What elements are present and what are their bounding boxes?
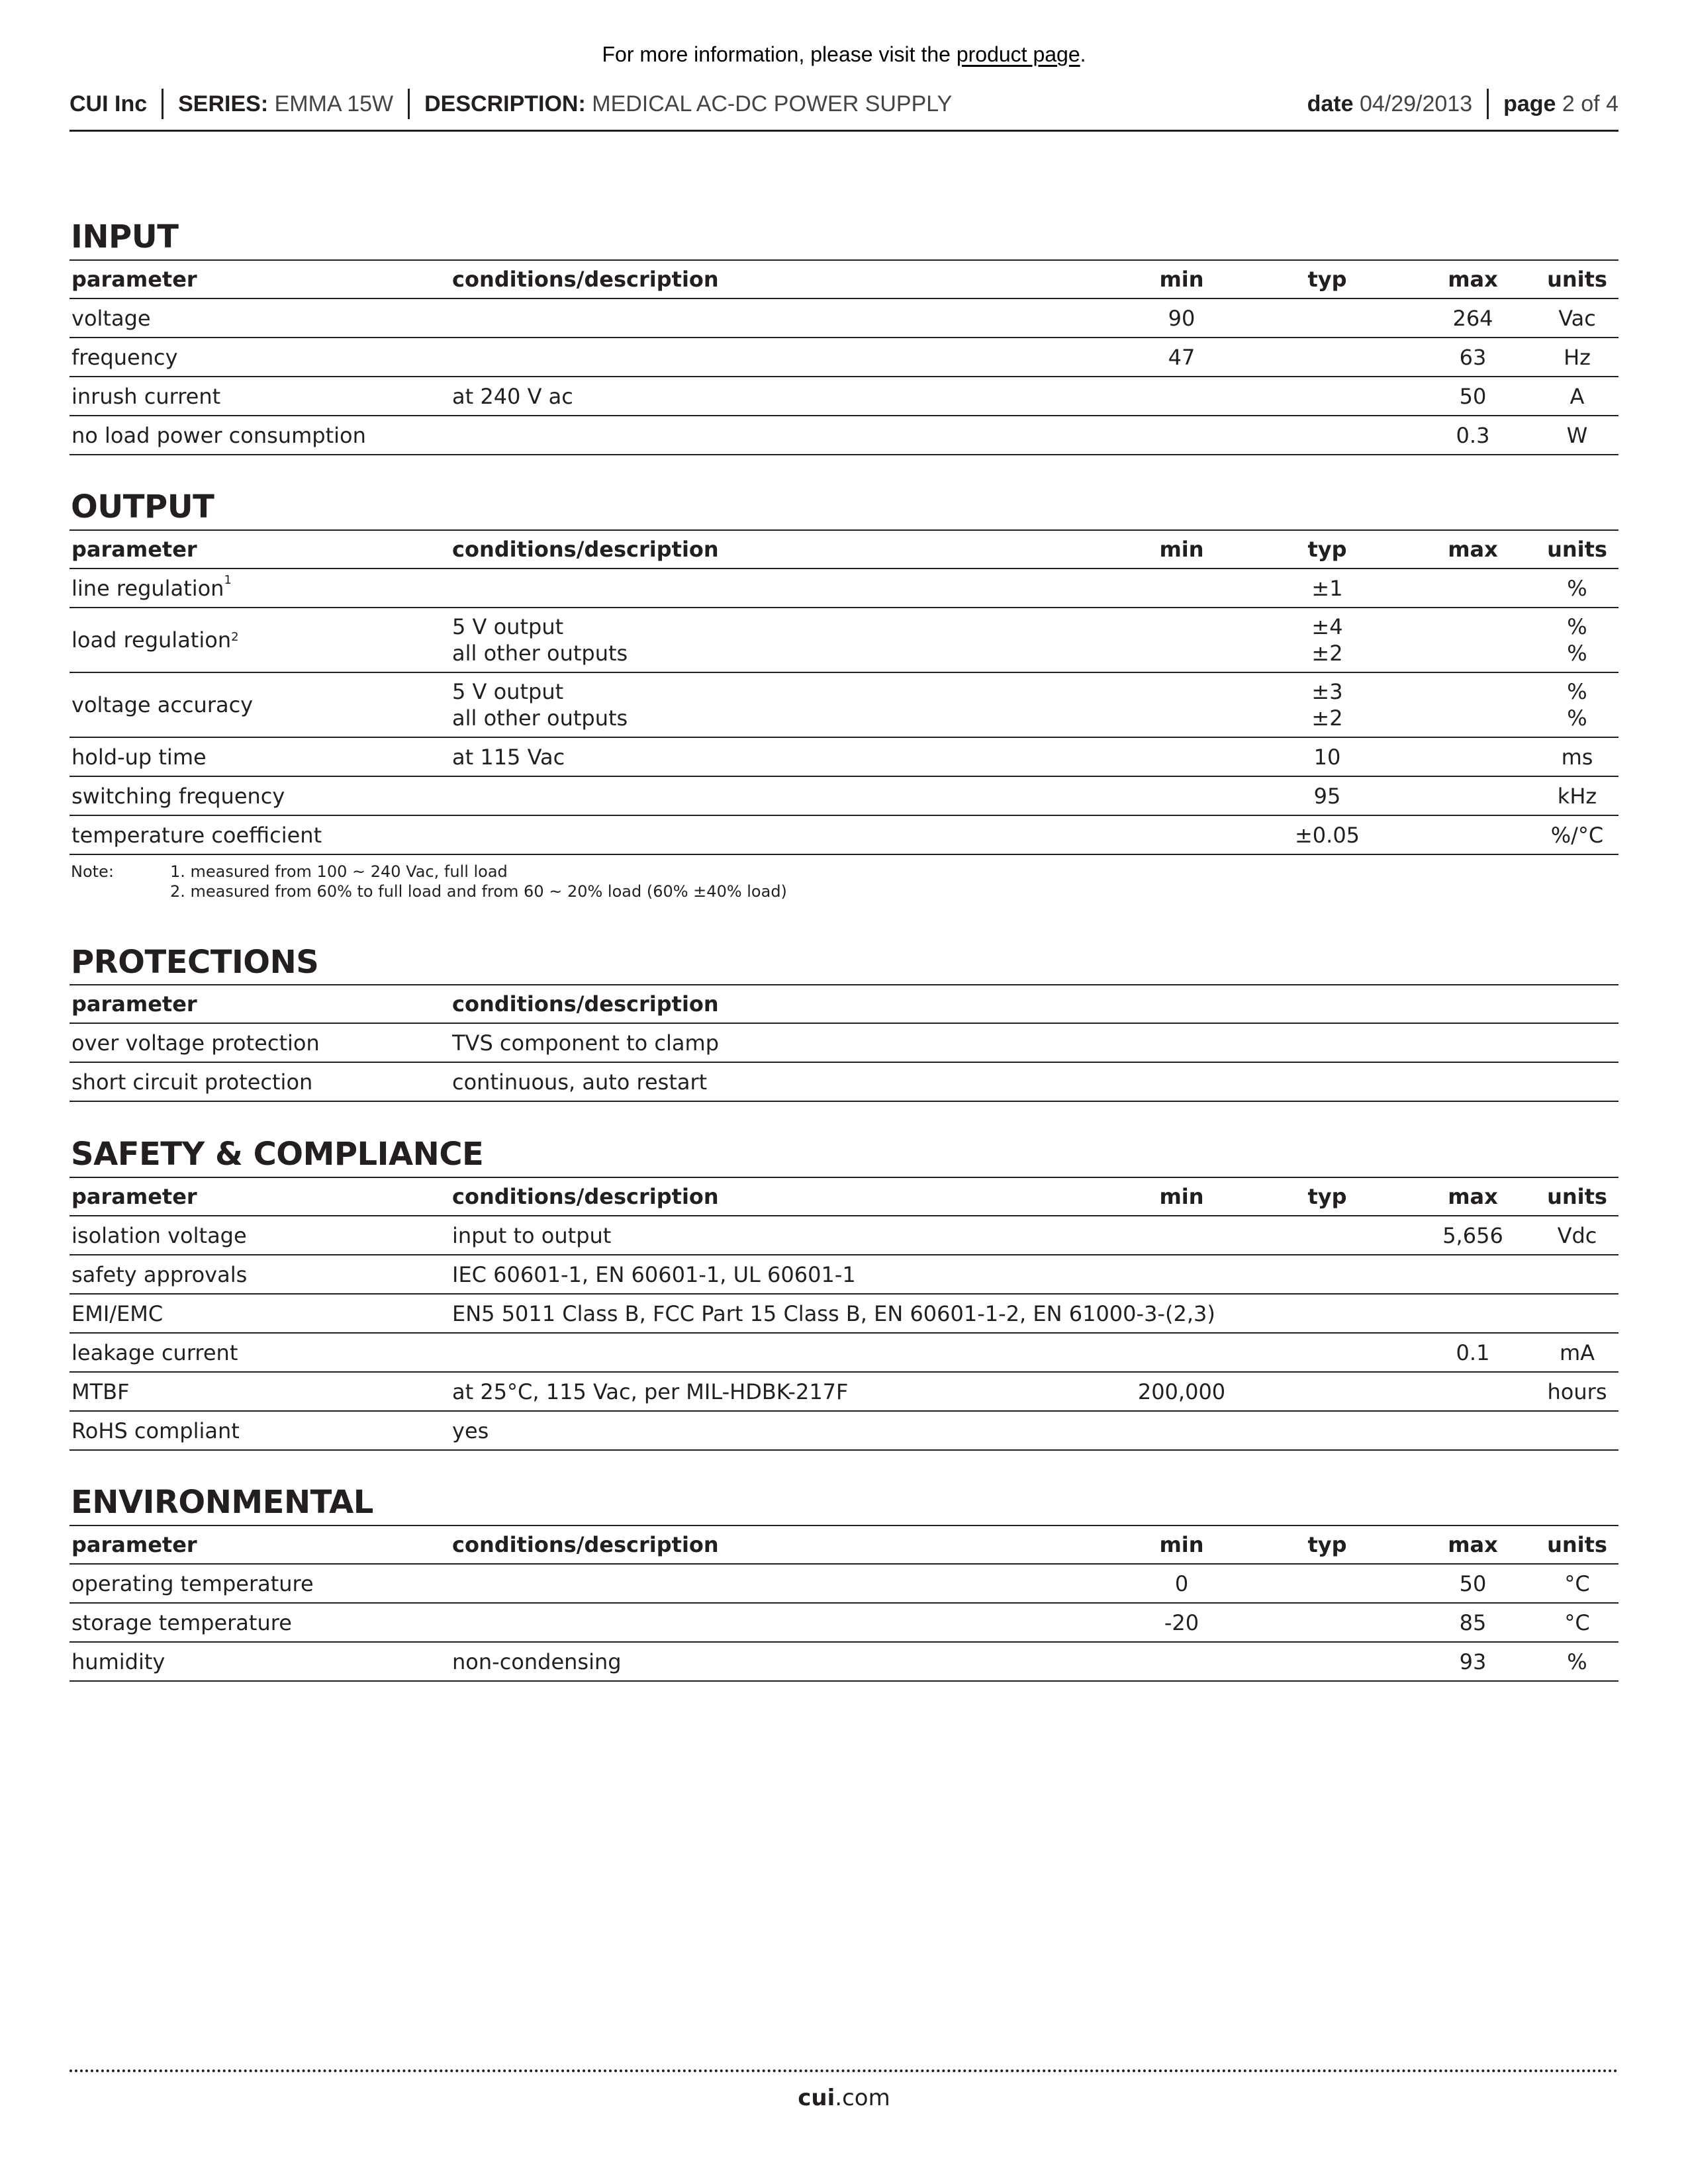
footer-brand: cui [798, 2085, 835, 2111]
table-row [70, 1333, 1618, 1372]
safety-table [70, 1177, 1618, 1451]
col-conditions: conditions/description [450, 985, 1119, 1023]
conditions-cell [450, 776, 1119, 815]
conditions-cell [450, 416, 1119, 455]
empty-cell [1119, 1255, 1244, 1294]
col-typ: typ [1244, 1525, 1410, 1564]
footnote-ref: 2 [231, 630, 239, 644]
col-max: max [1410, 1177, 1536, 1216]
min-cell: -20 [1119, 1603, 1244, 1642]
empty-cell [1244, 1023, 1410, 1062]
conditions-cell [450, 1603, 1119, 1642]
col-units: units [1536, 530, 1618, 569]
max-cell [1410, 1372, 1536, 1411]
conditions-cell: EN5 5011 Class B, FCC Part 15 Class B, EN 60601-1-2, EN 61000-3-(2,3) [450, 1294, 1119, 1333]
parameter-cell: RoHS compliant [70, 1411, 450, 1450]
col-parameter: parameter [70, 1525, 450, 1564]
table-header-row [70, 260, 1618, 298]
conditions-cell: non-condensing [450, 1642, 1119, 1681]
min-cell [1119, 815, 1244, 854]
input-section-title: INPUT [71, 218, 179, 255]
min-cell [1119, 672, 1244, 737]
col-conditions: conditions/description [450, 530, 1119, 569]
typ-line: ±2 [1311, 641, 1343, 666]
units-cell: % [1536, 569, 1618, 608]
min-cell: 90 [1119, 298, 1244, 338]
empty-cell [1119, 1062, 1244, 1101]
parameter-cell: leakage current [70, 1333, 450, 1372]
max-cell [1410, 672, 1536, 737]
units-line: % [1567, 614, 1587, 639]
max-cell [1410, 776, 1536, 815]
typ-cell [1244, 1603, 1410, 1642]
empty-cell [1119, 985, 1244, 1023]
col-max: max [1410, 1525, 1536, 1564]
col-typ: typ [1244, 1177, 1410, 1216]
parameter-cell: temperature coefficient [70, 815, 450, 854]
table-row [70, 1603, 1618, 1642]
parameter-text: line regulation [71, 575, 224, 601]
table-row [70, 1372, 1618, 1411]
typ-line: ±3 [1311, 679, 1343, 704]
typ-cell [1244, 1216, 1410, 1255]
conditions-cell [450, 298, 1119, 338]
typ-cell: ±0.05 [1244, 815, 1410, 854]
table-row [70, 377, 1618, 416]
parameter-cell: safety approvals [70, 1255, 450, 1294]
max-cell [1410, 737, 1536, 776]
date-value: 04/29/2013 [1359, 91, 1473, 116]
table-row [70, 737, 1618, 776]
units-cell: %/°C [1536, 815, 1618, 854]
page-value: 2 of 4 [1562, 91, 1618, 116]
units-cell: A [1536, 377, 1618, 416]
typ-cell [1244, 1564, 1410, 1603]
table-row [70, 1411, 1618, 1450]
footer-domain: .com [835, 2085, 890, 2111]
table-header-row [70, 530, 1618, 569]
col-conditions: conditions/description [450, 1525, 1119, 1564]
units-line: % [1567, 705, 1587, 731]
conditions-cell: IEC 60601-1, EN 60601-1, UL 60601-1 [450, 1255, 1119, 1294]
units-cell: kHz [1536, 776, 1618, 815]
empty-cell [1410, 1062, 1536, 1101]
col-max: max [1410, 260, 1536, 298]
conditions-cell [450, 672, 1119, 737]
units-cell: % [1536, 1642, 1618, 1681]
typ-cell [1244, 1642, 1410, 1681]
min-cell [1119, 1216, 1244, 1255]
product-page-link[interactable]: product page [956, 42, 1080, 66]
max-cell [1410, 569, 1536, 608]
footer-divider [70, 2070, 1618, 2072]
units-cell: Vac [1536, 298, 1618, 338]
conditions-cell: at 240 V ac [450, 377, 1119, 416]
parameter-cell: storage temperature [70, 1603, 450, 1642]
col-typ: typ [1244, 530, 1410, 569]
typ-cell [1244, 608, 1410, 672]
col-typ: typ [1244, 260, 1410, 298]
col-units: units [1536, 1525, 1618, 1564]
col-min: min [1119, 530, 1244, 569]
empty-cell [1244, 985, 1410, 1023]
max-cell: 93 [1410, 1642, 1536, 1681]
typ-line: ±2 [1311, 705, 1343, 731]
min-cell: 0 [1119, 1564, 1244, 1603]
note-label: Note: [71, 862, 114, 881]
condition-line: all other outputs [452, 641, 628, 666]
typ-cell [1244, 338, 1410, 377]
col-parameter: parameter [70, 1177, 450, 1216]
max-cell [1410, 608, 1536, 672]
table-row [70, 608, 1618, 672]
environmental-section-title: ENVIRONMENTAL [71, 1484, 373, 1521]
condition-line: all other outputs [452, 705, 628, 731]
empty-cell [1410, 985, 1536, 1023]
units-cell: °C [1536, 1603, 1618, 1642]
output-section-title: OUTPUT [71, 488, 214, 525]
conditions-cell: continuous, auto restart [450, 1062, 1119, 1101]
empty-cell [1536, 1023, 1618, 1062]
table-row [70, 1255, 1618, 1294]
table-row [70, 776, 1618, 815]
document-header [70, 86, 1618, 132]
table-header-row [70, 985, 1618, 1023]
empty-cell [1410, 1255, 1536, 1294]
conditions-cell: at 25°C, 115 Vac, per MIL-HDBK-217F [450, 1372, 1119, 1411]
units-line: % [1567, 679, 1587, 704]
series-label: SERIES: [178, 91, 269, 116]
col-max: max [1410, 530, 1536, 569]
units-cell: W [1536, 416, 1618, 455]
parameter-cell: humidity [70, 1642, 450, 1681]
min-cell: 200,000 [1119, 1372, 1244, 1411]
empty-cell [1410, 1023, 1536, 1062]
product-page-notice [0, 42, 1688, 67]
empty-cell [1536, 1255, 1618, 1294]
max-cell: 5,656 [1410, 1216, 1536, 1255]
units-cell: ms [1536, 737, 1618, 776]
max-cell: 0.3 [1410, 416, 1536, 455]
min-cell [1119, 776, 1244, 815]
parameter-cell: hold-up time [70, 737, 450, 776]
max-cell: 264 [1410, 298, 1536, 338]
parameter-cell: operating temperature [70, 1564, 450, 1603]
conditions-cell [450, 815, 1119, 854]
col-units: units [1536, 260, 1618, 298]
empty-cell [1536, 1411, 1618, 1450]
description-label: DESCRIPTION: [424, 91, 586, 116]
col-conditions: conditions/description [450, 1177, 1119, 1216]
conditions-cell [450, 1333, 1119, 1372]
parameter-cell: over voltage protection [70, 1023, 450, 1062]
conditions-cell [450, 569, 1119, 608]
table-row [70, 1062, 1618, 1101]
col-min: min [1119, 1525, 1244, 1564]
max-cell [1410, 815, 1536, 854]
typ-cell [1244, 1372, 1410, 1411]
table-row [70, 1564, 1618, 1603]
header-divider [1487, 89, 1489, 119]
notice-suffix: . [1080, 42, 1086, 66]
note-line: 2. measured from 60% to full load and from 60 ~ 20% load (60% ±40% load) [170, 882, 787, 901]
condition-line: 5 V output [452, 614, 564, 639]
typ-cell [1244, 672, 1410, 737]
empty-cell [1536, 1062, 1618, 1101]
table-header-row [70, 1177, 1618, 1216]
table-row [70, 1216, 1618, 1255]
col-parameter: parameter [70, 985, 450, 1023]
max-cell: 50 [1410, 377, 1536, 416]
table-row [70, 1023, 1618, 1062]
header-divider [162, 89, 164, 119]
max-cell: 0.1 [1410, 1333, 1536, 1372]
note-line: 1. measured from 100 ~ 240 Vac, full load [170, 862, 508, 881]
typ-cell [1244, 1333, 1410, 1372]
table-row [70, 298, 1618, 338]
notice-prefix: For more information, please visit the [602, 42, 957, 66]
empty-cell [1244, 1411, 1410, 1450]
col-conditions: conditions/description [450, 260, 1119, 298]
units-cell: Vdc [1536, 1216, 1618, 1255]
parameter-cell: switching frequency [70, 776, 450, 815]
min-cell [1119, 608, 1244, 672]
max-cell: 50 [1410, 1564, 1536, 1603]
parameter-cell: short circuit protection [70, 1062, 450, 1101]
conditions-cell [450, 608, 1119, 672]
parameter-cell: frequency [70, 338, 450, 377]
parameter-cell: voltage [70, 298, 450, 338]
description-value: MEDICAL AC-DC POWER SUPPLY [592, 91, 953, 116]
table-row [70, 338, 1618, 377]
parameter-cell: isolation voltage [70, 1216, 450, 1255]
protections-section-title: PROTECTIONS [71, 944, 319, 981]
table-row [70, 416, 1618, 455]
empty-cell [1410, 1411, 1536, 1450]
conditions-cell: TVS component to clamp [450, 1023, 1119, 1062]
min-cell [1119, 377, 1244, 416]
empty-cell [1244, 1062, 1410, 1101]
company-name: CUI Inc [70, 91, 148, 116]
typ-cell [1244, 377, 1410, 416]
parameter-cell [70, 608, 450, 672]
units-cell: mA [1536, 1333, 1618, 1372]
empty-cell [1536, 1294, 1618, 1333]
conditions-cell [450, 1564, 1119, 1603]
typ-line: ±4 [1311, 614, 1343, 639]
date-label: date [1307, 91, 1354, 116]
series-value: EMMA 15W [274, 91, 394, 116]
units-cell [1536, 672, 1618, 737]
max-cell: 85 [1410, 1603, 1536, 1642]
min-cell [1119, 1333, 1244, 1372]
min-cell [1119, 569, 1244, 608]
empty-cell [1244, 1255, 1410, 1294]
typ-cell: 95 [1244, 776, 1410, 815]
min-cell [1119, 1642, 1244, 1681]
parameter-cell: inrush current [70, 377, 450, 416]
condition-line: 5 V output [452, 679, 564, 704]
conditions-cell: at 115 Vac [450, 737, 1119, 776]
max-cell: 63 [1410, 338, 1536, 377]
safety-section-title: SAFETY & COMPLIANCE [71, 1136, 484, 1173]
environmental-table [70, 1525, 1618, 1682]
input-table [70, 259, 1618, 455]
protections-table [70, 984, 1618, 1102]
typ-cell [1244, 416, 1410, 455]
table-row [70, 1294, 1618, 1333]
col-min: min [1119, 260, 1244, 298]
output-table [70, 529, 1618, 855]
parameter-cell: EMI/EMC [70, 1294, 450, 1333]
empty-cell [1244, 1294, 1410, 1333]
empty-cell [1410, 1294, 1536, 1333]
col-units: units [1536, 1177, 1618, 1216]
units-cell: hours [1536, 1372, 1618, 1411]
table-header-row [70, 1525, 1618, 1564]
empty-cell [1536, 985, 1618, 1023]
col-min: min [1119, 1177, 1244, 1216]
footer-website[interactable] [0, 2085, 1688, 2111]
table-row [70, 672, 1618, 737]
parameter-cell: no load power consumption [70, 416, 450, 455]
col-parameter: parameter [70, 260, 450, 298]
parameter-cell: MTBF [70, 1372, 450, 1411]
parameter-cell [70, 569, 450, 608]
footnote-ref: 1 [224, 572, 232, 587]
empty-cell [1119, 1023, 1244, 1062]
min-cell [1119, 737, 1244, 776]
typ-cell: 10 [1244, 737, 1410, 776]
page-label: page [1503, 91, 1556, 116]
units-cell [1536, 608, 1618, 672]
empty-cell [1119, 1411, 1244, 1450]
typ-cell [1244, 298, 1410, 338]
parameter-cell: voltage accuracy [70, 672, 450, 737]
min-cell: 47 [1119, 338, 1244, 377]
col-parameter: parameter [70, 530, 450, 569]
units-cell: Hz [1536, 338, 1618, 377]
table-row [70, 1642, 1618, 1681]
conditions-cell: input to output [450, 1216, 1119, 1255]
conditions-cell: yes [450, 1411, 1119, 1450]
table-row [70, 569, 1618, 608]
table-row [70, 815, 1618, 854]
min-cell [1119, 416, 1244, 455]
parameter-text: load regulation [71, 627, 232, 653]
units-cell: °C [1536, 1564, 1618, 1603]
typ-cell: ±1 [1244, 569, 1410, 608]
header-divider [408, 89, 410, 119]
conditions-cell [450, 338, 1119, 377]
units-line: % [1567, 641, 1587, 666]
